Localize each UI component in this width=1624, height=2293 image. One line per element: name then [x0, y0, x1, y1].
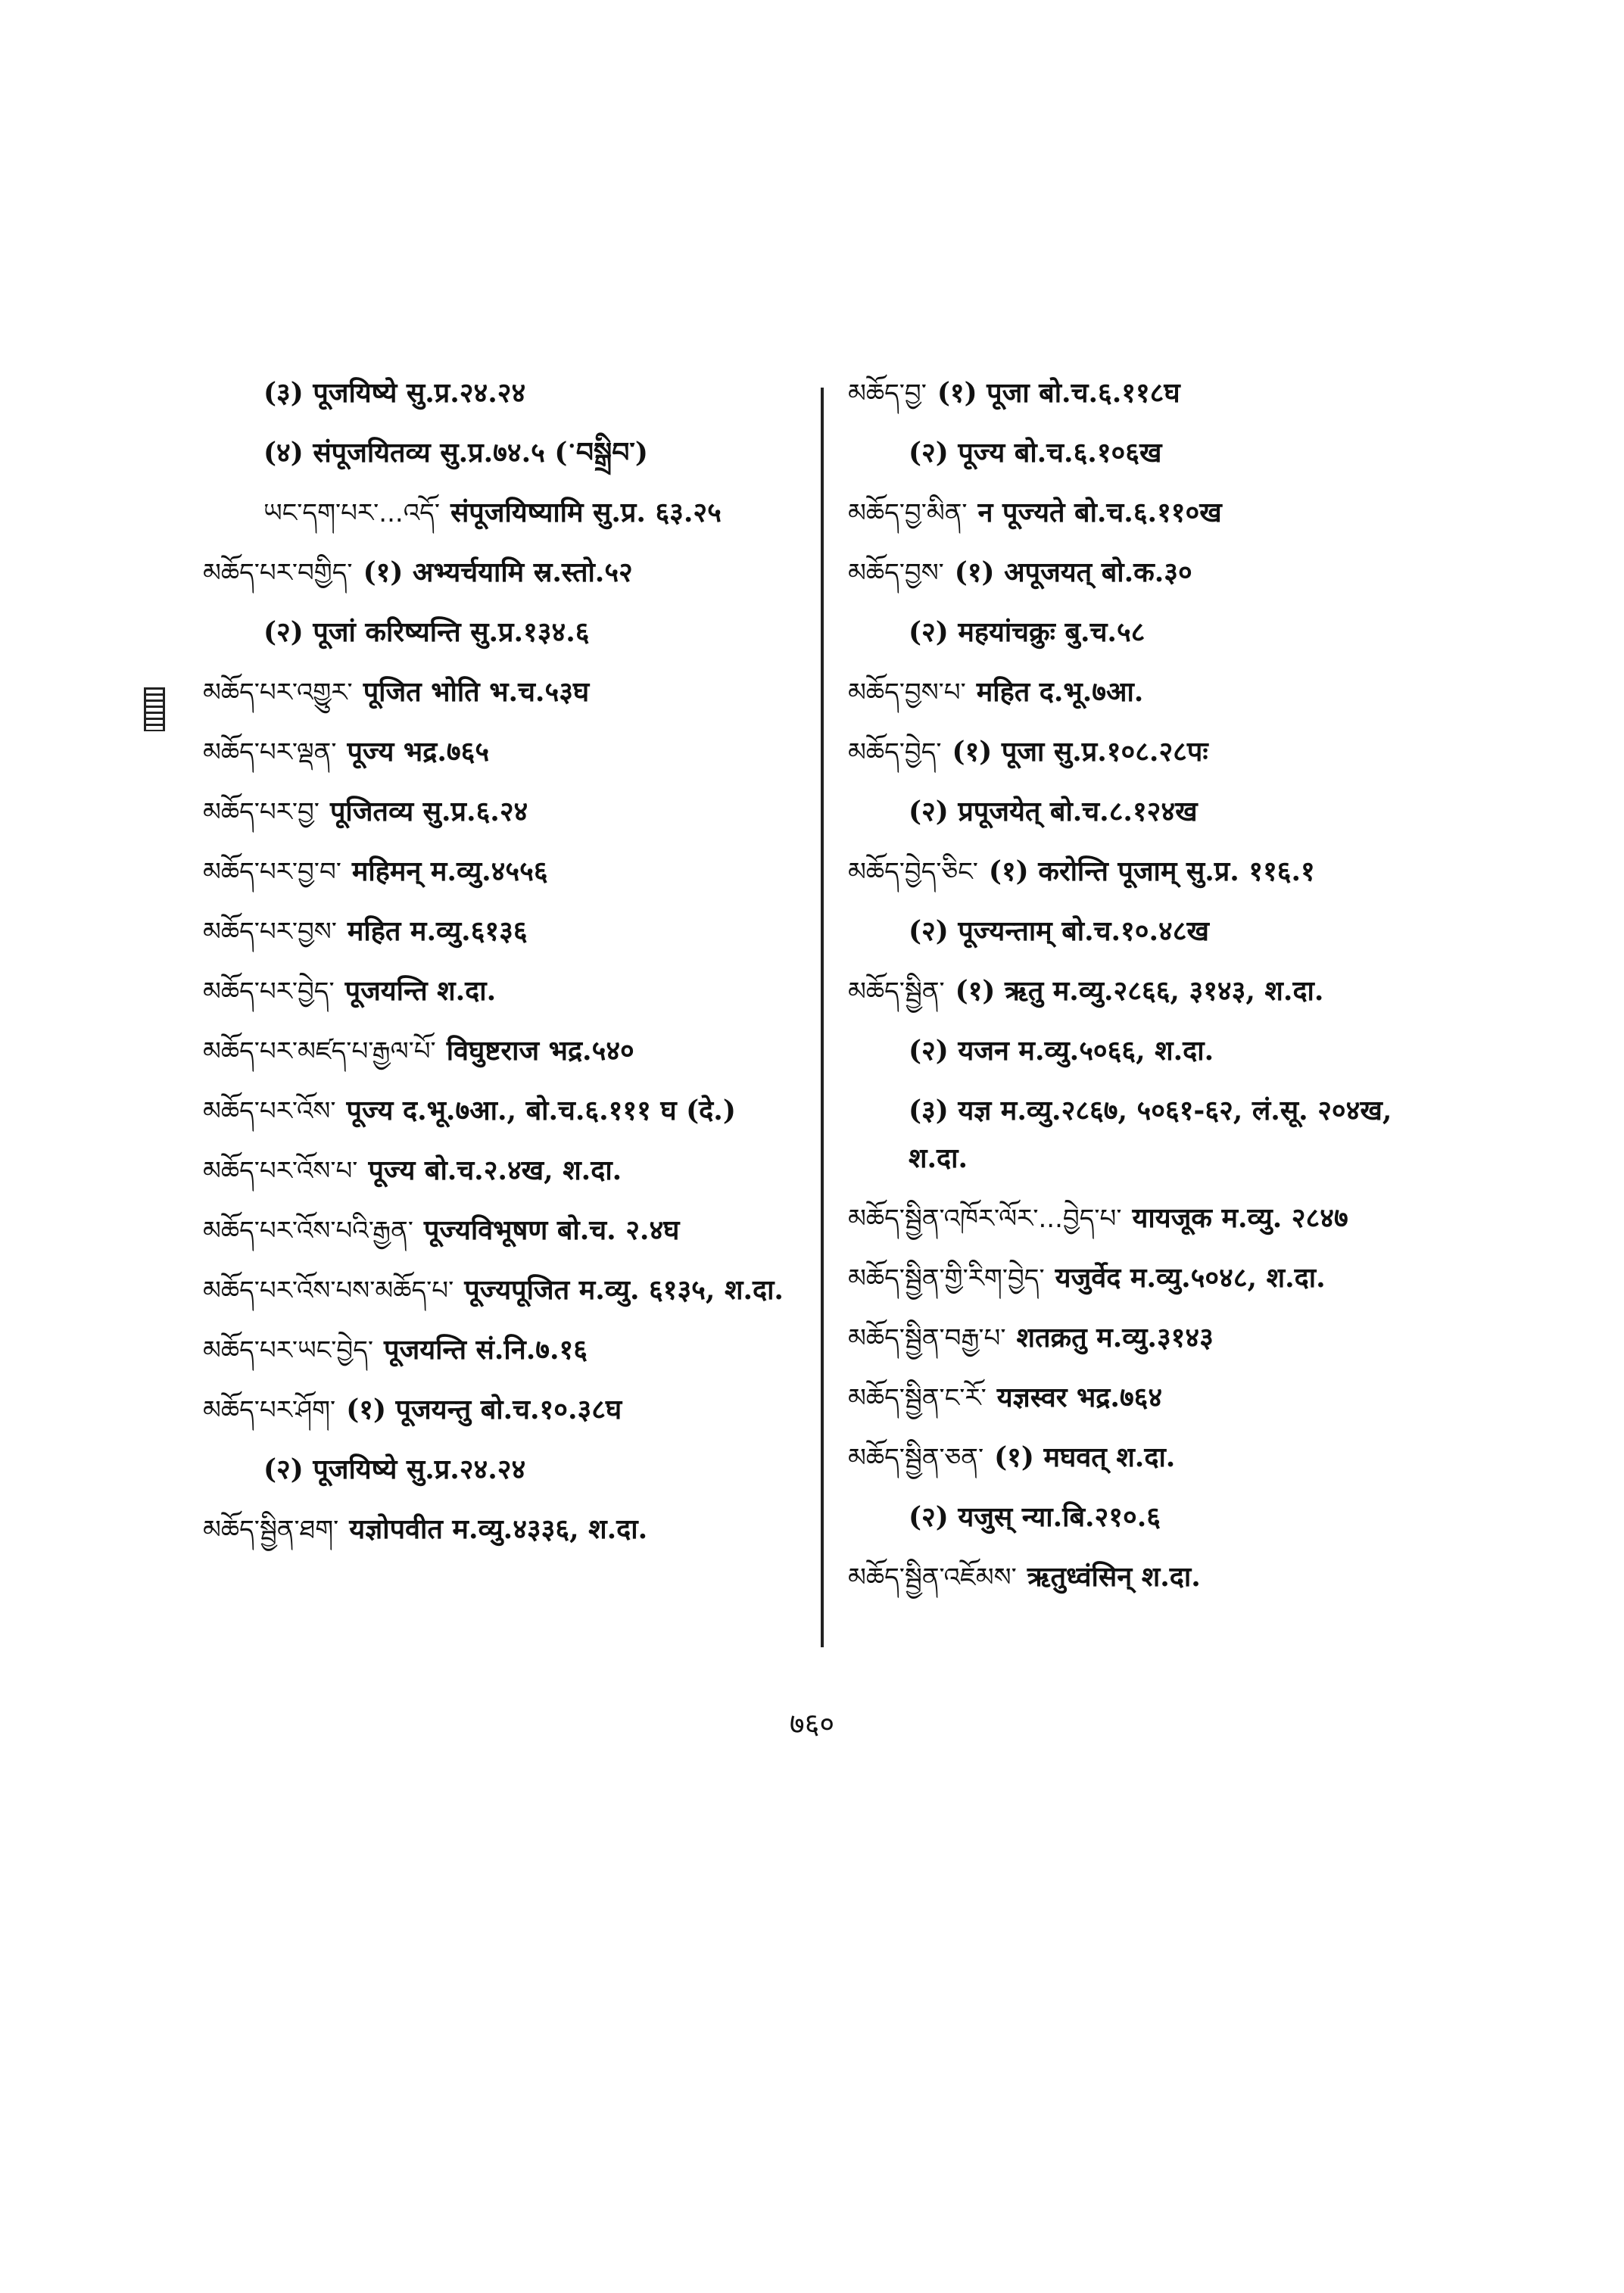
dictionary-entry	[848, 1195, 1439, 1242]
tibetan-headword: མཆོད་སྦྱིན་འཇོམས་	[848, 1562, 1017, 1593]
sanskrit-gloss: यज्ञस्वर भद्र.७६४	[996, 1382, 1163, 1413]
tibetan-headword: མཆོད་པར་འོས་པའི་རྒྱན་	[203, 1216, 413, 1246]
sanskrit-gloss: (२) प्रपूजयेत् बो.च.८.१२४ख	[909, 796, 1198, 827]
dictionary-entry	[848, 1087, 1439, 1182]
tibetan-headword: མཆོད་བྱེད་	[848, 737, 942, 768]
sanskrit-gloss: (२) यजुस् न्या.बि.२१०.६	[909, 1501, 1161, 1533]
tibetan-headword: མཆོད་སྦྱིན་ཅན་	[848, 1443, 984, 1473]
dictionary-entry	[203, 728, 793, 776]
dictionary-entry	[848, 1027, 1439, 1075]
column-divider	[821, 388, 824, 1647]
tibetan-headword: མཆོད་བྱེད་ཅིང་	[848, 857, 978, 887]
tibetan-headword: མཆོད་པར་ལྡན་	[203, 737, 337, 768]
sanskrit-gloss: (२) पूज्यन्ताम् बो.च.१०.४८ख	[909, 915, 1209, 947]
sanskrit-gloss: पूज्यपूजित म.व्यु. ६१३५, श.दा.	[464, 1274, 784, 1306]
dictionary-entry	[203, 848, 793, 896]
dictionary-entry	[203, 1326, 793, 1374]
dictionary-entry	[203, 668, 793, 716]
sanskrit-gloss: विघुष्टराज भद्र.५४०	[446, 1035, 634, 1067]
dictionary-entry	[203, 1266, 793, 1314]
sanskrit-gloss: (१) पूजा बो.च.६.११८घ	[937, 377, 1180, 409]
tibetan-headword: མཆོད་སྦྱིན་གྱི་རིག་བྱེད་	[848, 1263, 1045, 1294]
dictionary-entry	[848, 489, 1439, 537]
tibetan-headword: མཆོད་པར་འགྱུར་	[203, 678, 353, 708]
sanskrit-gloss: (२) पूज्य बो.च.६.१०६ख	[909, 437, 1162, 469]
sanskrit-gloss: न पूज्यते बो.च.६.११०ख	[977, 497, 1222, 528]
dictionary-entry	[203, 1386, 793, 1434]
tibetan-headword: མཆོད་བྱ་	[848, 379, 927, 409]
tibetan-headword: མཆོད་སྦྱིན་འཁོར་ལོར་...བྱེད་པ་	[848, 1204, 1122, 1234]
tibetan-headword: མཆོད་པར་འོས་པས་མཆོད་པ་	[203, 1276, 454, 1306]
sanskrit-gloss: (२) पूजयिष्ये सु.प्र.२४.२४	[263, 1453, 526, 1485]
dictionary-entry	[203, 369, 793, 417]
dictionary-entry	[848, 1374, 1439, 1422]
sanskrit-gloss: (१) अपूजयत् बो.क.३०	[954, 556, 1192, 588]
sanskrit-gloss: पूज्य द.भू.७आ., बो.च.६.१११ घ (दे.)	[346, 1095, 736, 1126]
sanskrit-gloss: यायजूक म.व्यु. २८४७	[1132, 1202, 1348, 1234]
dictionary-entry	[848, 549, 1439, 597]
dictionary-entry	[848, 908, 1439, 955]
sanskrit-gloss: (३) यज्ञ म.व्यु.२८६७, ५०६१-६२, लं.सू. २०४ख, श.दा.	[909, 1095, 1392, 1174]
tibetan-headword: ཡང་དག་པར་...འདོ་	[263, 498, 440, 528]
tibetan-headword: མཆོད་སྦྱིན་ཐག་	[203, 1515, 339, 1545]
sanskrit-gloss: (१) पूजा सु.प्र.१०८.२८पः	[952, 736, 1208, 768]
tibetan-headword: མཆོད་པར་བྱས་	[203, 917, 337, 947]
page-number: ७६०	[789, 1707, 835, 1740]
sanskrit-gloss: पूज्यविभूषण बो.च. २.४घ	[423, 1214, 680, 1246]
dictionary-entry	[848, 967, 1439, 1015]
dictionary-entry	[203, 1207, 793, 1254]
dictionary-entry	[848, 609, 1439, 656]
sanskrit-gloss: पूजित भोति भ.च.५३घ	[363, 676, 590, 708]
sanskrit-gloss: (१) ऋतु म.व्यु.२८६६, ३१४३, श.दा.	[955, 975, 1324, 1007]
sanskrit-gloss: पूजितव्य सु.प्र.६.२४	[329, 796, 528, 827]
sanskrit-gloss: (४) संपूजयितव्य सु.प्र.७४.५ (ॱབསྒྲིབ་)	[263, 437, 648, 469]
left-column	[203, 369, 793, 1566]
sanskrit-gloss: महित म.व्यु.६१३६	[347, 915, 528, 947]
sanskrit-gloss: (१) मघवत् श.दा.	[994, 1441, 1176, 1473]
dictionary-entry	[203, 967, 793, 1015]
sanskrit-gloss: ऋतुध्वंसिन् श.दा.	[1027, 1561, 1201, 1593]
dictionary-entry	[203, 908, 793, 955]
tibetan-headword: མཆོད་པར་ཡང་བྱེད་	[203, 1335, 374, 1366]
dictionary-entry	[203, 549, 793, 597]
tibetan-headword: མཆོད་པར་མཛད་པ་རྒྱལ་པོ་	[203, 1036, 436, 1067]
tibetan-headword: མཆོད་པར་བྱེད་	[203, 977, 335, 1007]
dictionary-entry	[848, 788, 1439, 836]
dictionary-entry	[203, 429, 793, 477]
dictionary-entry	[203, 609, 793, 656]
tibetan-headword: མཆོད་པར་བགྱིད་	[203, 558, 353, 588]
dictionary-entry	[848, 668, 1439, 716]
dictionary-entry	[848, 848, 1439, 896]
tibetan-headword: མཆོད་པར་བྱ་	[203, 797, 320, 827]
dictionary-entry	[848, 1254, 1439, 1302]
sanskrit-gloss: (१) अभ्यर्चयामि स्र.स्तो.५२	[363, 556, 633, 588]
sanskrit-gloss: (२) महयांचक्रुः बु.च.५८	[909, 616, 1146, 648]
sanskrit-gloss: (३) पूजयिष्ये सु.प्र.२४.२४	[263, 377, 526, 409]
tibetan-headword: མཆོད་བྱས་པ་	[848, 678, 966, 708]
sanskrit-gloss: पूजयन्ति सं.नि.७.१६	[384, 1334, 588, 1366]
sanskrit-gloss: पूज्य भद्र.७६५	[347, 736, 490, 768]
tibetan-headword: མཆོད་སྦྱིན་བརྒྱ་པ་	[848, 1323, 1006, 1354]
tibetan-headword: མཆོད་པར་འོས་པ་	[203, 1156, 358, 1186]
sanskrit-gloss: पूजयन्ति श.दा.	[344, 975, 497, 1007]
sanskrit-gloss: (२) यजन म.व्यु.५०६६, श.दा.	[909, 1035, 1214, 1067]
sanskrit-gloss: यजुर्वेद म.व्यु.५०४८, श.दा.	[1055, 1262, 1326, 1294]
right-column	[848, 369, 1439, 1613]
sanskrit-gloss: (१) करोन्ति पूजाम् सु.प्र. ११६.१	[988, 855, 1315, 887]
dictionary-entry	[848, 1553, 1439, 1601]
sanskrit-gloss: पूज्य बो.च.२.४ख, श.दा.	[368, 1154, 622, 1186]
dictionary-entry	[203, 1087, 793, 1135]
tibetan-headword: མཆོད་བྱས་	[848, 558, 944, 588]
dictionary-entry	[203, 1446, 793, 1494]
sanskrit-gloss: संपूजयिष्यामि सु.प्र. ६३.२५	[450, 497, 722, 528]
sanskrit-gloss: शतक्रतु म.व्यु.३१४३	[1016, 1322, 1214, 1354]
dictionary-entry	[203, 788, 793, 836]
tibetan-headword: མཆོད་པར་ཤོག་	[203, 1395, 336, 1425]
sanskrit-gloss: (१) पूजयन्तु बो.च.१०.३८घ	[346, 1394, 622, 1425]
sanskrit-gloss: महिमन् म.व्यु.४५५६	[351, 855, 548, 887]
sanskrit-gloss: महित द.भू.७आ.	[976, 676, 1144, 708]
tibetan-headword: མཆོད་པར་འོས་	[203, 1096, 336, 1126]
margin-mark	[144, 687, 165, 731]
dictionary-entry	[848, 429, 1439, 477]
dictionary-entry	[848, 1314, 1439, 1362]
dictionary-entry	[203, 1027, 793, 1075]
dictionary-entry	[848, 1494, 1439, 1541]
dictionary-entry	[203, 1147, 793, 1195]
dictionary-entry	[848, 1434, 1439, 1481]
tibetan-headword: མཆོད་སྦྱིན་ང་རོ་	[848, 1383, 987, 1413]
tibetan-headword: མཆོད་བྱ་མིན་	[848, 498, 968, 528]
dictionary-entry	[203, 1506, 793, 1553]
dictionary-entry	[848, 369, 1439, 417]
tibetan-headword: མཆོད་པར་བྱ་བ་	[203, 857, 341, 887]
dictionary-entry	[848, 728, 1439, 776]
dictionary-entry	[203, 489, 793, 537]
tibetan-headword: མཆོད་སྦྱིན་	[848, 977, 945, 1007]
sanskrit-gloss: (२) पूजां करिष्यन्ति सु.प्र.१३४.६	[263, 616, 590, 648]
sanskrit-gloss: यज्ञोपवीत म.व्यु.४३३६, श.दा.	[349, 1513, 648, 1545]
